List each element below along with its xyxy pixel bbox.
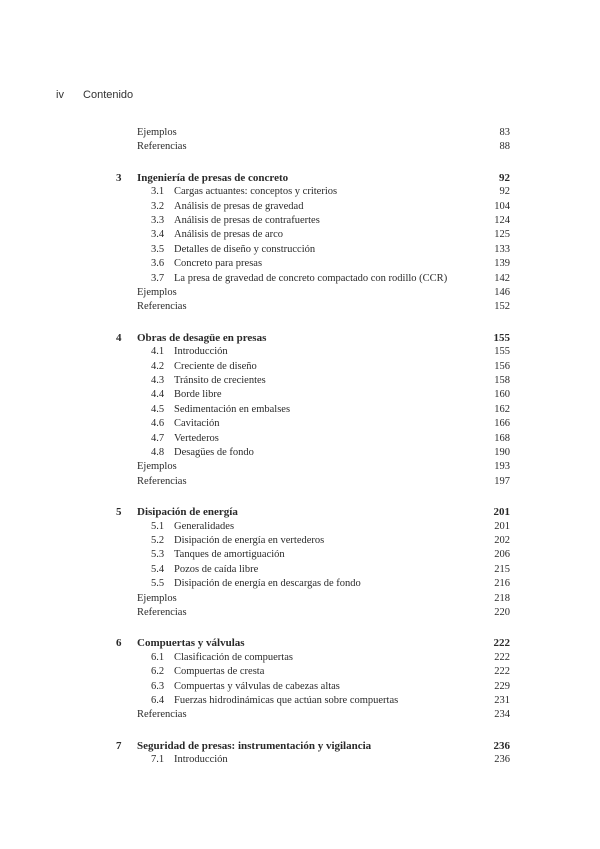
chapter-number: 7 (116, 739, 122, 752)
chapter-number: 5 (116, 506, 122, 519)
section-number: 7.1 (151, 754, 165, 766)
section-number: 6.2 (151, 666, 165, 678)
toc-section (0, 388, 600, 402)
toc-section (0, 214, 600, 228)
section-number: 4.1 (151, 346, 165, 358)
entry-page: 231 (494, 695, 510, 706)
entry-title: La presa de gravedad de concreto compactado con rodillo (CCR) (174, 272, 448, 284)
toc-section (0, 577, 600, 591)
entry-title: Compuertas de cresta (174, 666, 265, 678)
toc-section (0, 360, 600, 374)
section-number: 4.5 (151, 403, 165, 415)
toc-section (0, 374, 600, 388)
page-number: iv (56, 89, 64, 101)
section-number: 4.6 (151, 418, 165, 430)
section-number: 3.3 (151, 215, 165, 226)
toc-section (0, 753, 600, 767)
entry-page: 133 (494, 243, 510, 255)
toc-section (0, 446, 600, 460)
entry-page: 222 (493, 637, 510, 650)
toc-section (0, 432, 600, 446)
section-number: 5.2 (151, 535, 165, 546)
toc-entry (0, 300, 600, 314)
entry-page: 216 (494, 578, 510, 590)
entry-title: Desagües de fondo (174, 447, 254, 458)
entry-title: Vertederos (174, 432, 219, 444)
entry-title: Cavitación (174, 418, 220, 430)
toc-section (0, 694, 600, 708)
page-title: Contenido (83, 89, 134, 101)
toc-entry (0, 708, 600, 722)
toc-entry (0, 126, 600, 140)
toc-section (0, 403, 600, 417)
entry-title: Fuerzas hidrodinámicas que actúan sobre compuertas (174, 695, 399, 706)
section-number: 5.1 (151, 520, 165, 532)
toc-section (0, 243, 600, 257)
entry-title: Referencias (137, 475, 187, 487)
toc-section (0, 272, 600, 286)
toc-section (0, 257, 600, 271)
entry-page: 156 (494, 360, 510, 372)
section-number: 6.4 (151, 695, 165, 706)
toc-chapter (0, 739, 600, 753)
entry-page: 139 (494, 258, 510, 270)
toc-entry (0, 140, 600, 154)
entry-page: 166 (494, 418, 510, 430)
entry-title: Creciente de diseño (174, 360, 257, 372)
toc-entry (0, 286, 600, 300)
chapter-number: 3 (116, 171, 122, 184)
entry-title: Compuertas y válvulas de cabezas altas (174, 680, 340, 692)
entry-title: Pozos de caída libre (174, 563, 259, 575)
entry-title: Compuertas y válvulas (137, 637, 245, 650)
entry-title: Ingeniería de presas de concreto (137, 171, 289, 184)
entry-page: 206 (494, 549, 510, 561)
entry-title: Análisis de presas de arco (174, 229, 284, 241)
toc-chapter (0, 505, 600, 519)
entry-page: 162 (494, 403, 510, 415)
toc-chapter (0, 171, 600, 185)
entry-page: 168 (494, 432, 510, 444)
running-head (56, 89, 133, 101)
entry-title: Ejemplos (137, 592, 177, 604)
toc-chapter (0, 636, 600, 650)
toc-section (0, 665, 600, 679)
entry-page: 215 (494, 563, 510, 575)
entry-page: 142 (494, 272, 510, 284)
entry-page: 229 (494, 680, 510, 692)
entry-title: Borde libre (174, 389, 222, 401)
entry-title: Seguridad de presas: instrumentación y vigilancia (137, 739, 372, 752)
entry-page: 88 (499, 141, 510, 153)
entry-title: Disipación de energía (137, 506, 238, 519)
toc-section (0, 520, 600, 534)
entry-title: Referencias (137, 141, 187, 153)
entry-title: Análisis de presas de gravedad (174, 200, 304, 212)
toc-section (0, 548, 600, 562)
section-number: 6.3 (151, 680, 165, 692)
section-number: 3.5 (151, 243, 165, 255)
entry-page: 190 (494, 447, 510, 458)
section-number: 3.1 (151, 186, 165, 198)
entry-page: 104 (494, 200, 510, 212)
entry-page: 92 (499, 186, 510, 198)
toc-section (0, 563, 600, 577)
entry-title: Referencias (137, 301, 187, 313)
entry-title: Referencias (137, 607, 187, 618)
section-number: 3.4 (151, 229, 165, 241)
toc-section (0, 200, 600, 214)
toc-section (0, 651, 600, 665)
entry-title: Disipación de energía en descargas de fondo (174, 578, 361, 590)
toc-entry (0, 460, 600, 474)
entry-title: Detalles de diseño y construcción (174, 243, 316, 255)
entry-page: 155 (493, 331, 510, 344)
section-number: 3.6 (151, 258, 165, 270)
section-number: 3.7 (151, 272, 165, 284)
entry-page: 155 (494, 346, 510, 358)
entry-title: Ejemplos (137, 461, 177, 473)
entry-title: Generalidades (174, 520, 235, 532)
toc-section (0, 185, 600, 199)
section-number: 3.2 (151, 200, 165, 212)
toc-section (0, 680, 600, 694)
chapter-number: 6 (116, 637, 122, 650)
entry-page: 160 (494, 389, 510, 401)
toc-entry (0, 606, 600, 620)
entry-page: 158 (494, 375, 510, 386)
entry-title: Tránsito de crecientes (174, 375, 266, 386)
toc-entry (0, 592, 600, 606)
toc-entry (0, 475, 600, 489)
entry-title: Referencias (137, 709, 187, 721)
entry-page: 124 (494, 215, 510, 226)
entry-title: Cargas actuantes: conceptos y criterios (174, 186, 338, 198)
chapter-number: 4 (116, 331, 122, 344)
entry-page: 152 (494, 301, 510, 313)
toc-section (0, 345, 600, 359)
section-number: 4.3 (151, 375, 165, 386)
section-number: 4.2 (151, 360, 165, 372)
entry-title: Concreto para presas (174, 258, 263, 270)
entry-page: 236 (493, 739, 510, 752)
entry-page: 125 (494, 229, 510, 241)
entry-title: Ejemplos (137, 287, 177, 298)
section-number: 5.4 (151, 563, 165, 575)
toc-section (0, 417, 600, 431)
entry-page: 201 (493, 506, 510, 519)
entry-page: 234 (494, 709, 510, 721)
entry-title: Disipación de energía en vertederos (174, 535, 325, 546)
section-number: 4.7 (151, 432, 165, 444)
entry-page: 222 (494, 651, 510, 663)
entry-title: Introducción (174, 346, 228, 358)
entry-title: Introducción (174, 754, 228, 766)
entry-page: 146 (494, 287, 510, 298)
entry-page: 220 (494, 607, 510, 618)
entry-page: 222 (494, 666, 510, 678)
section-number: 5.5 (151, 578, 165, 590)
section-number: 5.3 (151, 549, 165, 561)
entry-page: 218 (494, 592, 510, 604)
entry-title: Análisis de presas de contrafuertes (174, 215, 320, 226)
entry-title: Ejemplos (137, 127, 177, 138)
section-number: 6.1 (151, 651, 165, 663)
entry-page: 236 (494, 754, 510, 766)
entry-page: 83 (499, 127, 510, 138)
entry-page: 201 (494, 520, 510, 532)
toc-chapter (0, 331, 600, 345)
entry-page: 197 (494, 475, 510, 487)
entry-title: Clasificación de compuertas (174, 651, 293, 663)
toc-section (0, 534, 600, 548)
section-number: 4.4 (151, 389, 165, 401)
entry-title: Tanques de amortiguación (174, 549, 285, 561)
entry-title: Sedimentación en embalses (174, 403, 291, 415)
entry-page: 202 (494, 535, 510, 546)
entry-page: 92 (499, 171, 510, 184)
toc-section (0, 228, 600, 242)
entry-page: 193 (494, 461, 510, 473)
section-number: 4.8 (151, 447, 165, 458)
entry-title: Obras de desagüe en presas (137, 331, 267, 344)
